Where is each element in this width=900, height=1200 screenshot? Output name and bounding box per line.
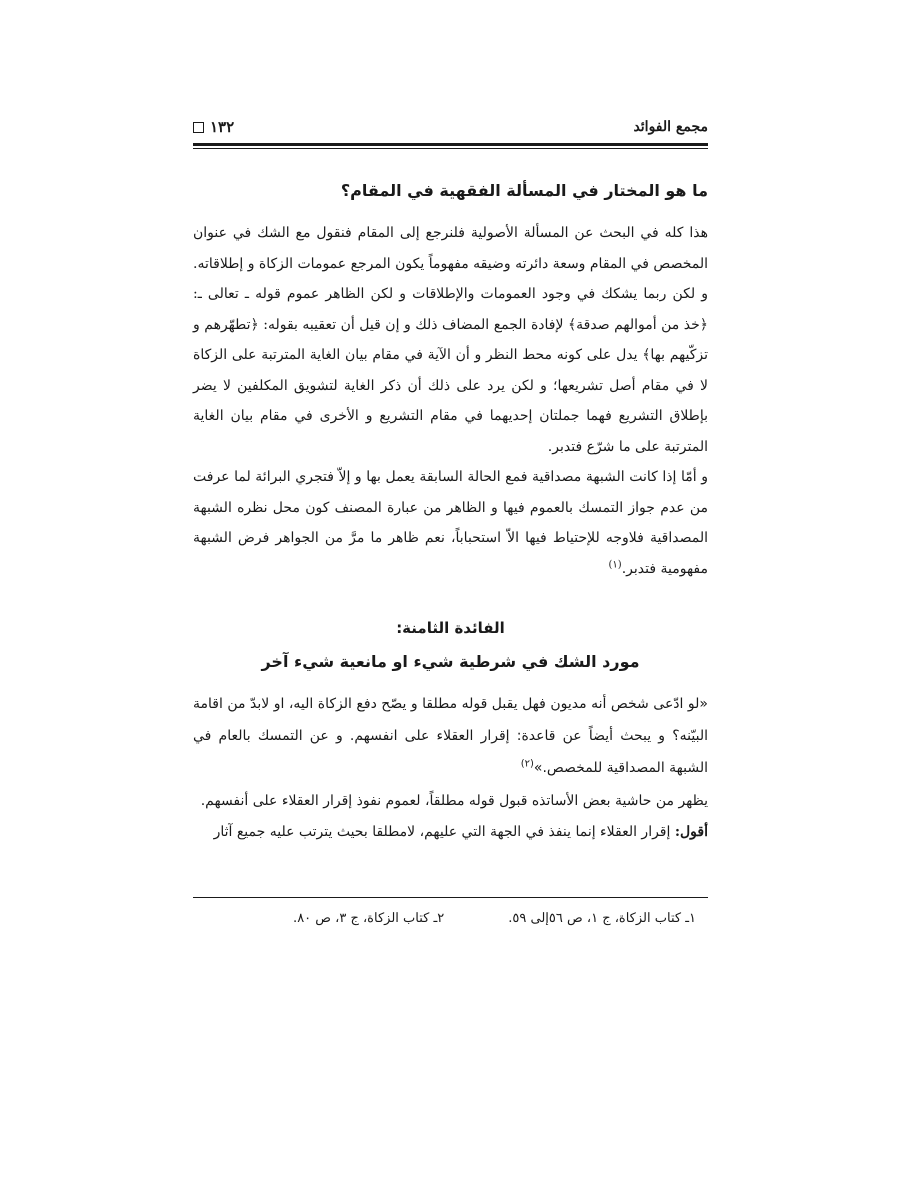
footnote-1: ١ـ كتاب الزكاة، ج ١، ص ٥٦إلى ٥٩. [508,911,696,926]
page-body [193,178,708,847]
footnote-2: ٢ـ كتاب الزكاة، ج ٣، ص ٨٠. [293,911,445,926]
footnote-ref-2[interactable]: (٢) [520,758,534,770]
page-header [193,112,708,142]
body-paragraph-3-text: و أمّا إذا كانت الشبهة مصداقية فمع الحالة السابقة يعمل بها و إلاّ فتجري البرائة لما عرفت من عدم جواز التمسك بالعموم فيها و الظاهر من عبارة المصنف كون محل نظره الشبهة المصداقية فلاوجه للإحتياط فيها الاّ استحباباً، نعم ظاهر ما مرَّ من الجواهر فرض الشبهة مفهومية فتدبر. [193,469,708,577]
footnote-divider [193,897,708,898]
page-number-text: ١٣٢ [210,118,235,136]
body-paragraph-4: يظهر من حاشية بعض الأساتذه قبول قوله مطلقاً، لعموم نفوذ إقرار العقلاء على أنفسهم. [200,793,708,809]
header-rule-thin [193,148,708,149]
body-paragraph-3 [193,462,708,584]
page-number [193,118,234,136]
square-box-icon [193,122,204,133]
body-paragraph-1: هذا كله في البحث عن المسألة الأصولية فلنرجع إلى المقام فنقول مع الشك في عنوان المخصص في المقام وسعة دائرته وضيقه مفهوماً يكون المرجع عمومات الزكاة و إطلاقاته. [193,225,708,272]
section-heading: ما هو المختار في المسألة الفقهية في المقام؟ [340,181,708,200]
footnote-ref-1[interactable]: (١) [608,558,622,570]
footnotes [193,906,708,932]
faida-title: الفائدة الثامنة: [396,619,505,637]
aqul-label: أقول: [674,823,708,840]
body-paragraph-5 [193,817,708,848]
running-title: مجمع الفوائد [633,119,708,135]
body-paragraph-2: و لكن ربما يشكك في وجود العمومات والإطلاقات و لكن الظاهر عموم قوله ـ تعالى ـ: ﴿خذ من أموالهم صدقة﴾ لإفادة الجمع المضاف ذلك و إن قيل أن تعقيبه بقوله: ﴿تطهّرهم و تزكّيهم بها﴾ يدل على كونه محط النظر و أن الآية في مقام بيان الغاية المترتبة على الزكاة لا في مقام أصل تشريعها؛ و لكن يرد على ذلك أن ذكر الغاية لتشويق المكلفين لا يضر بإطلاق التشريع فهما جملتان إحديهما في مقام التشريع و الأخرى في مقام بيان الغاية المترتبة على ما شرّع فتدبر. [193,286,708,455]
faida-subtitle: مورد الشك في شرطية شيء او مانعية شيء آخر [261,652,640,671]
quoted-question [193,688,708,784]
header-rule [193,143,708,146]
aqul-text: إقرار العقلاء إنما ينفذ في الجهة التي عليهم، لامطلقا بحيث يترتب عليه جميع آثار [213,823,675,840]
quoted-question-text: «لو ادّعى شخص أنه مديون فهل يقبل قوله مطلقا و يصّح دفع الزكاة اليه، او لابدّ من اقامة البيّنه؟ و يبحث أيضاً عن قاعدة: إقرار العقلاء على انفسهم. و عن التمسك بالعام في الشبهة المصداقية للمخصص.» [193,696,708,776]
